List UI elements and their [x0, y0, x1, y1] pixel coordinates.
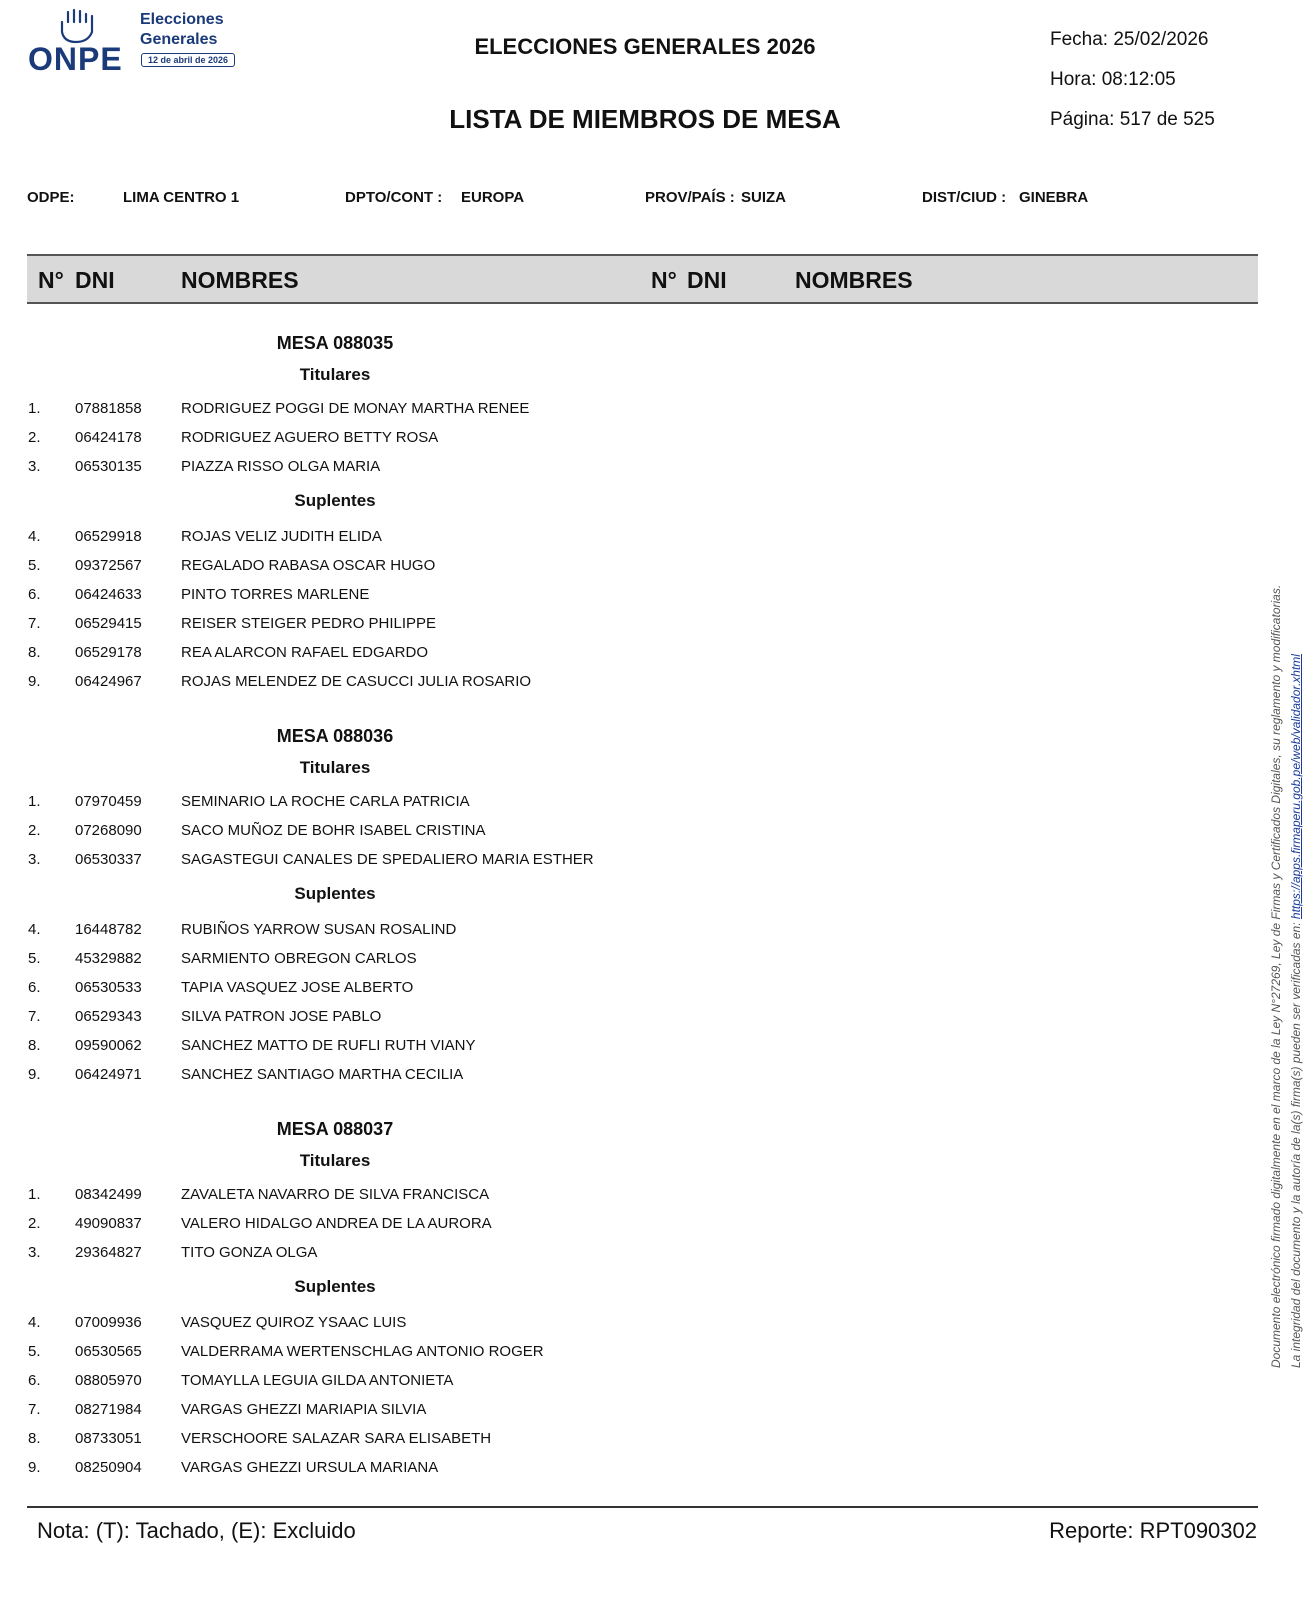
header-dni: DNI: [75, 267, 115, 293]
row-name: SANCHEZ SANTIAGO MARTHA CECILIA: [181, 1066, 464, 1083]
digital-signature-note: [1266, 468, 1306, 1368]
row-dni: 07970459: [75, 793, 142, 810]
row-number: 6.: [28, 979, 41, 996]
row-dni: 07009936: [75, 1314, 142, 1331]
group-suplentes-label: Suplentes: [294, 884, 376, 903]
fecha: Fecha: 25/02/2026: [1050, 29, 1209, 50]
table-header: [27, 254, 1258, 304]
group-titulares-label: Titulares: [299, 758, 371, 777]
row-dni: 07268090: [75, 822, 142, 839]
header-nombres: NOMBRES: [181, 267, 299, 293]
row-name: VALERO HIDALGO ANDREA DE LA AURORA: [181, 1215, 492, 1232]
row-number: 3.: [28, 851, 41, 868]
row-name: PINTO TORRES MARLENE: [181, 586, 370, 603]
mesa-title: MESA 088036: [276, 726, 394, 746]
footer-divider: [27, 1506, 1258, 1508]
header-num: N°: [38, 267, 64, 293]
row-dni: 08805970: [75, 1372, 142, 1389]
row-dni: 08271984: [75, 1401, 142, 1418]
row-name: SANCHEZ MATTO DE RUFLI RUTH VIANY: [181, 1037, 476, 1054]
row-name: VALDERRAMA WERTENSCHLAG ANTONIO ROGER: [181, 1343, 544, 1360]
header-nombres-2: NOMBRES: [795, 267, 913, 293]
row-dni: 45329882: [75, 950, 142, 967]
hora: Hora: 08:12:05: [1050, 69, 1176, 90]
row-dni: 06424178: [75, 429, 142, 446]
row-number: 4.: [28, 921, 41, 938]
group-suplentes-label: Suplentes: [294, 1277, 376, 1296]
group-titulares-label: Titulares: [299, 365, 371, 384]
row-number: 7.: [28, 615, 41, 632]
logo-brand: ONPE: [28, 41, 123, 77]
row-dni: 06424971: [75, 1066, 142, 1083]
row-name: ROJAS MELENDEZ DE CASUCCI JULIA ROSARIO: [181, 673, 532, 690]
logo-date: 12 de abril de 2026: [141, 53, 235, 67]
row-number: 1.: [28, 400, 41, 417]
group-titulares-label: Titulares: [299, 1151, 371, 1170]
header-num-2: N°: [651, 267, 677, 293]
signature-note-line2: [1286, 468, 1306, 1368]
row-number: 6.: [28, 1372, 41, 1389]
row-dni: 09590062: [75, 1037, 142, 1054]
row-number: 1.: [28, 793, 41, 810]
footer-nota: Nota: (T): Tachado, (E): Excluido: [37, 1518, 356, 1543]
footer-reporte: Reporte: RPT090302: [1049, 1518, 1257, 1543]
row-number: 4.: [28, 1314, 41, 1331]
row-dni: 16448782: [75, 921, 142, 938]
row-dni: 07881858: [75, 400, 142, 417]
row-dni: 06530533: [75, 979, 142, 996]
row-name: REA ALARCON RAFAEL EDGARDO: [181, 644, 429, 661]
row-name: PIAZZA RISSO OLGA MARIA: [181, 458, 381, 475]
row-dni: 29364827: [75, 1244, 142, 1261]
row-dni: 06529343: [75, 1008, 142, 1025]
row-dni: 06529918: [75, 528, 142, 545]
row-number: 2.: [28, 822, 41, 839]
row-number: 8.: [28, 1037, 41, 1054]
row-name: SAGASTEGUI CANALES DE SPEDALIERO MARIA ESTHER: [181, 851, 594, 868]
row-name: RODRIGUEZ POGGI DE MONAY MARTHA RENEE: [181, 400, 530, 417]
row-number: 3.: [28, 458, 41, 475]
row-number: 7.: [28, 1008, 41, 1025]
group-suplentes-label: Suplentes: [294, 491, 376, 510]
row-dni: 06424967: [75, 673, 142, 690]
row-name: TOMAYLLA LEGUIA GILDA ANTONIETA: [181, 1372, 454, 1389]
page-title: ELECCIONES GENERALES 2026: [474, 34, 816, 59]
row-name: RUBIÑOS YARROW SUSAN ROSALIND: [181, 921, 457, 938]
dist-value: GINEBRA: [1019, 189, 1089, 206]
row-dni: 06424633: [75, 586, 142, 603]
dist-label: DIST/CIUD :: [922, 189, 1007, 206]
odpe-label: ODPE:: [27, 189, 75, 206]
dpto-value: EUROPA: [461, 189, 525, 206]
row-dni: 09372567: [75, 557, 142, 574]
row-number: 4.: [28, 528, 41, 545]
row-number: 9.: [28, 1066, 41, 1083]
row-name: SILVA PATRON JOSE PABLO: [181, 1008, 382, 1025]
row-number: 5.: [28, 1343, 41, 1360]
row-number: 2.: [28, 429, 41, 446]
row-number: 2.: [28, 1215, 41, 1232]
row-name: VARGAS GHEZZI URSULA MARIANA: [181, 1459, 439, 1476]
pagina: Página: 517 de 525: [1050, 109, 1215, 130]
mesa-title: MESA 088035: [276, 333, 394, 353]
row-dni: 06529178: [75, 644, 142, 661]
row-number: 5.: [28, 557, 41, 574]
row-number: 1.: [28, 1186, 41, 1203]
row-number: 6.: [28, 586, 41, 603]
logo-line1: Elecciones: [140, 11, 224, 28]
row-name: VERSCHOORE SALAZAR SARA ELISABETH: [181, 1430, 492, 1447]
row-name: VASQUEZ QUIROZ YSAAC LUIS: [181, 1314, 407, 1331]
row-dni: 06530565: [75, 1343, 142, 1360]
row-number: 3.: [28, 1244, 41, 1261]
row-name: RODRIGUEZ AGUERO BETTY ROSA: [181, 429, 439, 446]
row-name: REGALADO RABASA OSCAR HUGO: [181, 557, 436, 574]
row-dni: 08733051: [75, 1430, 142, 1447]
row-number: 7.: [28, 1401, 41, 1418]
prov-value: SUIZA: [741, 189, 786, 206]
row-number: 8.: [28, 644, 41, 661]
row-dni: 08250904: [75, 1459, 142, 1476]
page-subtitle: LISTA DE MIEMBROS DE MESA: [449, 104, 841, 134]
row-dni: 06529415: [75, 615, 142, 632]
row-number: 9.: [28, 1459, 41, 1476]
odpe-value: LIMA CENTRO 1: [123, 189, 240, 206]
row-name: ZAVALETA NAVARRO DE SILVA FRANCISCA: [181, 1186, 490, 1203]
mesa-title: MESA 088037: [276, 1119, 394, 1139]
dpto-label: DPTO/CONT :: [345, 189, 443, 206]
row-dni: 06530337: [75, 851, 142, 868]
row-name: ROJAS VELIZ JUDITH ELIDA: [181, 528, 382, 545]
row-name: SARMIENTO OBREGON CARLOS: [181, 950, 417, 967]
row-name: TAPIA VASQUEZ JOSE ALBERTO: [181, 979, 414, 996]
row-name: SEMINARIO LA ROCHE CARLA PATRICIA: [181, 793, 470, 810]
prov-label: PROV/PAÍS :: [645, 189, 735, 206]
signature-note-line1: Documento electrónico firmado digitalmente en el marco de la Ley N°27269, Ley de Firmas y Certificados Digitales, su reglamento y modificatorias.: [1269, 584, 1283, 1368]
row-number: 8.: [28, 1430, 41, 1447]
row-dni: 06530135: [75, 458, 142, 475]
row-name: VARGAS GHEZZI MARIAPIA SILVIA: [181, 1401, 427, 1418]
row-name: TITO GONZA OLGA: [181, 1244, 318, 1261]
logo-line2: Generales: [140, 31, 218, 48]
row-dni: 08342499: [75, 1186, 142, 1203]
row-name: REISER STEIGER PEDRO PHILIPPE: [181, 615, 437, 632]
row-number: 9.: [28, 673, 41, 690]
validator-link[interactable]: https://apps.firmaperu.gob.pe/web/validador.xhtml: [1289, 654, 1303, 920]
row-number: 5.: [28, 950, 41, 967]
row-name: SACO MUÑOZ DE BOHR ISABEL CRISTINA: [181, 822, 486, 839]
header-dni-2: DNI: [687, 267, 727, 293]
signature-note-prefix: La integridad del documento y la autoría de la(s) firma(s) pueden ser verificadas en:: [1289, 922, 1303, 1368]
row-dni: 49090837: [75, 1215, 142, 1232]
